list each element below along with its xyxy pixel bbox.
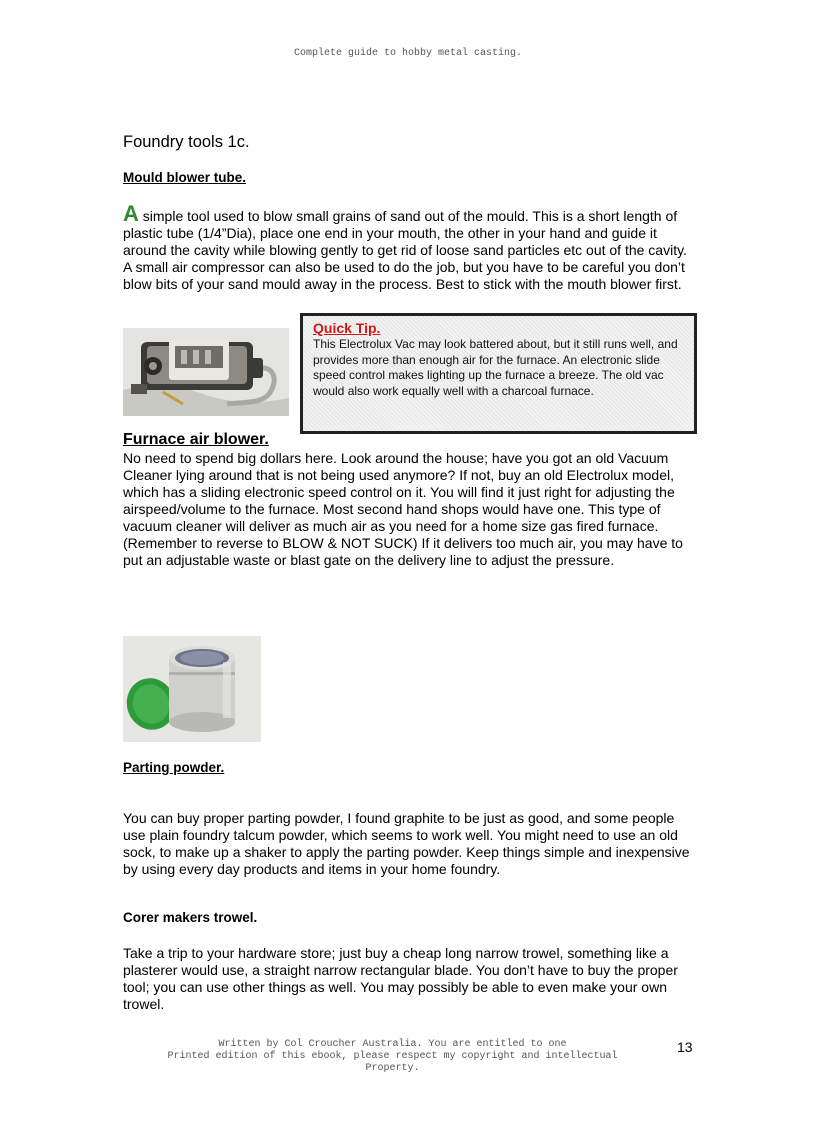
vacuum-cleaner-photo (123, 328, 289, 416)
furnace-blower-heading: Furnace air blower. (123, 431, 269, 448)
footer-notice (120, 1039, 665, 1075)
footer-line-3: Property. (365, 1063, 420, 1074)
drop-cap: A (123, 201, 139, 226)
footer-line-2: Printed edition of this ebook, please respect my copyright and intellectual (167, 1051, 618, 1062)
corer-trowel-paragraph: Take a trip to your hardware store; just buy a cheap long narrow trowel, something like a plasterer would use, a straight narrow rectangular blade. You don’t have to buy the proper tool; you can use other things as well. You may possibly be able to even make your own trowel. (123, 945, 678, 1012)
mould-blower-paragraph (123, 201, 698, 293)
quick-tip-title: Quick Tip. (313, 320, 381, 336)
parting-powder-photo (123, 636, 261, 742)
vacuum-cleaner-illustration (123, 328, 289, 416)
footer-line-1: Written by Col Croucher Australia. You are entitled to one (218, 1039, 567, 1050)
furnace-blower-paragraph: No need to spend big dollars here. Look around the house; have you got an old Vacuum Cleaner lying around that is not being used anymore? If not, buy an old Electrolux model, which has a sliding electronic speed control on it. You will find it just right for adjusting the airspeed/volume to the furnace. Most second hand shops would have one. This type of vacuum cleaner will deliver as much air as you need for a home size gas fired furnace. (Remember to reverse to BLOW & NOT SUCK) If it delivers too much air, you may have to put an adjustable waste or blast gate on the delivery line to adjust the pressure. (123, 450, 683, 568)
parting-powder-heading: Parting powder. (123, 760, 225, 775)
parting-powder-can-illustration (123, 636, 261, 742)
page-number: 13 (677, 1039, 693, 1055)
parting-powder-paragraph: You can buy proper parting powder, I found graphite to be just as good, and some people use plain foundry talcum powder, which seems to work well. You might need to use an old sock, to make up a shaker to apply the parting powder. Keep things simple and inexpensive by using every day products and items in your home foundry. (123, 810, 690, 877)
section-title: Foundry tools 1c. (123, 133, 250, 151)
running-header: Complete guide to hobby metal casting. (293, 48, 523, 59)
corer-trowel-heading: Corer makers trowel. (123, 910, 258, 925)
mould-blower-text: simple tool used to blow small grains of sand out of the mould. This is a short length of plastic tube (1/4”Dia), place one end in your mouth, the other in your hand and guide it around the cavity while blowing gently to get rid of loose sand particles etc out of the cavity. A small air compressor can also be used to do the job, but you have to be careful you don’t blow bits of your sand mould away in the process. Best to stick with the mouth blower first. (123, 208, 687, 292)
mould-blower-heading: Mould blower tube. (123, 170, 246, 185)
quick-tip-box (300, 313, 697, 434)
quick-tip-text: This Electrolux Vac may look battered about, but it still runs well, and provides more than enough air for the furnace. An electronic slide speed control makes lighting up the furnace a breeze. The old vac would also work equally well with a charcoal furnace. (313, 337, 678, 398)
